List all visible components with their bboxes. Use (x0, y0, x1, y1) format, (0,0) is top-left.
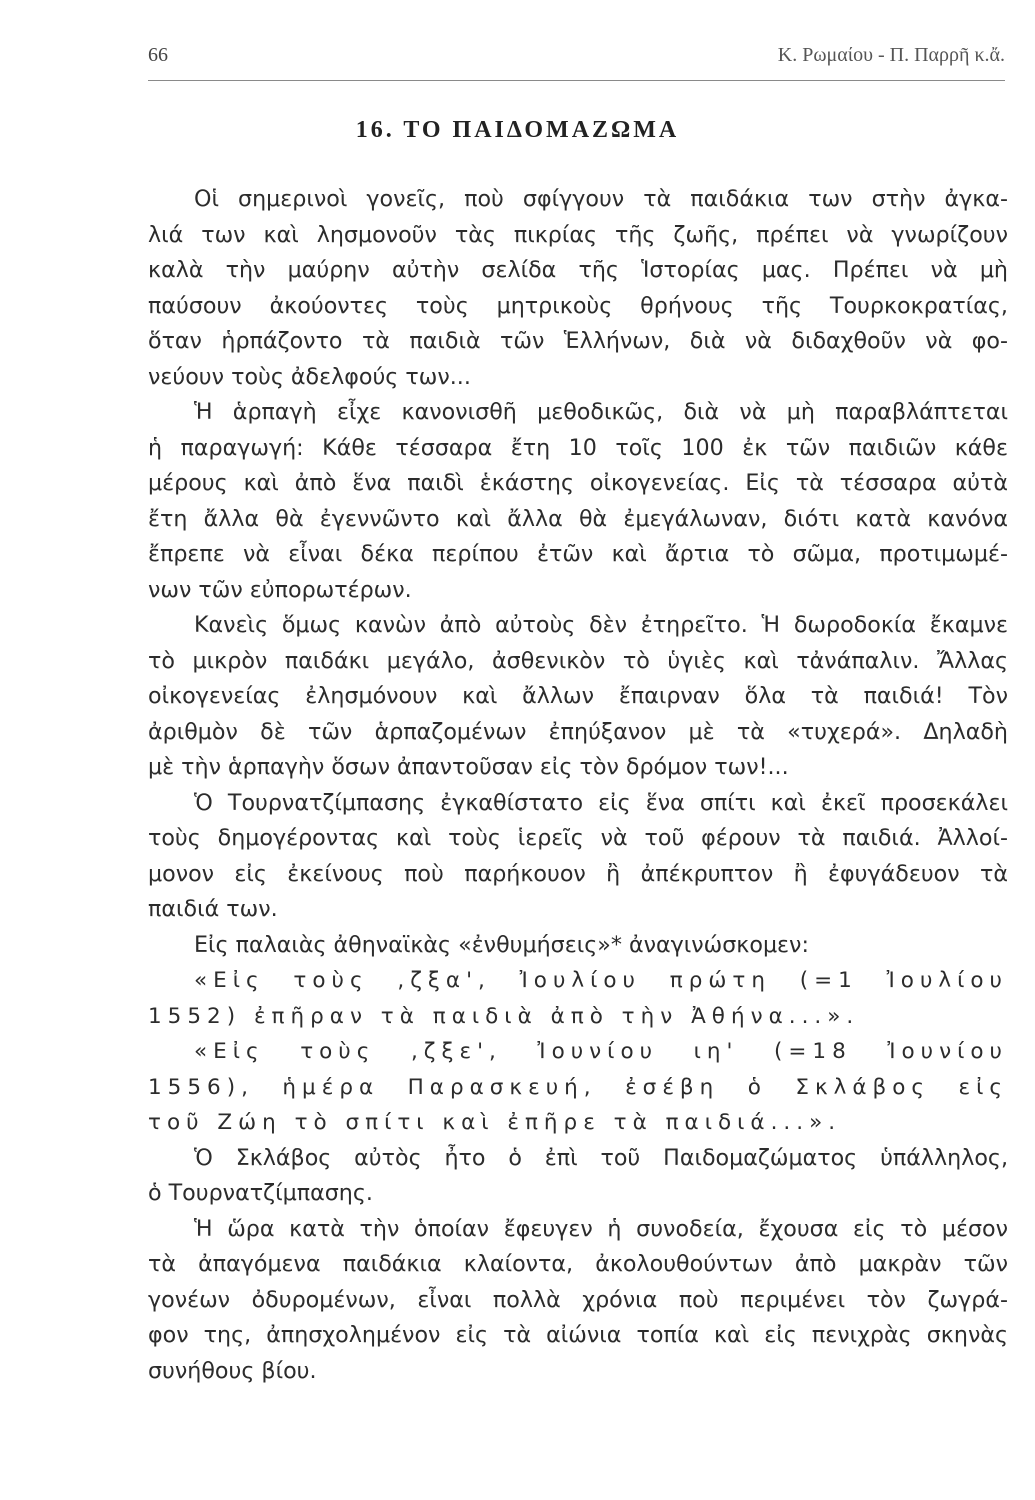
text-line: καλὰ τὴν μαύρην αὐτὴν σελίδα τῆς Ἱστορίας μας. Πρέπει νὰ μὴ (148, 257, 1008, 283)
text-line: φον της, ἀπησχολημένον εἰς τὰ αἰώνια τοπία καὶ εἰς πενιχρὰς σκηνὰς (148, 1322, 1008, 1348)
text-line: μέρους καὶ ἀπὸ ἕνα παιδὶ ἑκάστης οἰκογενείας. Εἰς τὰ τέσσαρα αὐτὰ (148, 470, 1008, 496)
text-line: λιά των καὶ λησμονοῦν τὰς πικρίας τῆς ζωῆς, πρέπει νὰ γνωρίζουν (148, 221, 1008, 248)
text-line: τὰ ἀπαγόμενα παιδάκια κλαίοντα, ἀκολουθούντων ἀπὸ μακρὰν τῶν (148, 1251, 1008, 1277)
text-line: γονέων ὀδυρομένων, εἶναι πολλὰ χρόνια ποὺ περιμένει τὸν ζωγρά- (148, 1286, 1008, 1313)
quote-line: 1556), ἡμέρα Παρασκευή, ἐσέβη ὁ Σκλάβος εἰς (148, 1074, 1008, 1100)
text-line: ἔτη ἄλλα θὰ ἐγεννῶντο καὶ ἄλλα θὰ ἐμεγάλωναν, διότι κατὰ κανόνα (148, 505, 1008, 532)
text-line: νεύουν τοὺς ἀδελφούς των... (148, 363, 471, 390)
text-line: συνήθους βίου. (148, 1357, 317, 1384)
text-line: παιδιά των. (148, 896, 278, 922)
text-line: νων τῶν εὐπορωτέρων. (148, 576, 412, 603)
quote-line: 1552) ἐπῆραν τὰ παιδιὰ ἀπὸ τὴν Ἀθήνα...». (148, 1003, 860, 1029)
page-number: 66 (148, 44, 168, 66)
text-line: Κανεὶς ὅμως κανὼν ἀπὸ αὐτοὺς δὲν ἐτηρεῖτο. Ἡ δωροδοκία ἔκαμνε (194, 612, 1008, 638)
page-header (148, 44, 1005, 81)
quote-line: τοῦ Ζώη τὸ σπίτι καὶ ἐπῆρε τὰ παιδιά...». (148, 1110, 842, 1135)
text-line: ἀριθμὸν δὲ τῶν ἁρπαζομένων ἐπηύξανον μὲ τὰ «τυχερά». Δηλαδὴ (148, 718, 1008, 745)
text-line: τὸ μικρὸν παιδάκι μεγάλο, ἀσθενικὸν τὸ ὑγιὲς καὶ τἀνάπαλιν. Ἄλλας (148, 647, 1008, 674)
text-line: παύσουν ἀκούοντες τοὺς μητρικοὺς θρήνους τῆς Τουρκοκρατίας, (148, 292, 1008, 319)
text-line: Εἰς παλαιὰς ἀθηναϊκὰς «ἐνθυμήσεις»* ἀναγινώσκομεν: (194, 931, 809, 958)
text-line: Οἱ σημερινοὶ γονεῖς, ποὺ σφίγγουν τὰ παιδάκια των στὴν ἀγκα- (194, 186, 1008, 212)
text-line: μονον εἰς ἐκείνους ποὺ παρήκουον ἢ ἀπέκρυπτον ἢ ἐφυγάδευον τὰ (148, 860, 1008, 887)
text-line: ὅταν ἡρπάζοντο τὰ παιδιὰ τῶν Ἑλλήνων, διὰ νὰ διδαχθοῦν νὰ φο- (148, 328, 1008, 354)
running-title: Κ. Ρωμαίου - Π. Παρρῆ κ.ἄ. (777, 44, 1005, 66)
text-line: Ὁ Τουρνατζίμπασης ἐγκαθίστατο εἰς ἕνα σπίτι καὶ ἐκεῖ προσεκάλει (194, 789, 1008, 816)
quote-line: «Εἰς τοὺς ,ζξα', Ἰουλίου πρώτη (=1 Ἰουλίου (194, 968, 1008, 993)
text-line: Ὁ Σκλάβος αὐτὸς ἦτο ὁ ἐπὶ τοῦ Παιδομαζώματος ὑπάλληλος, (194, 1144, 1008, 1171)
chapter-title: 16. ΤΟ ΠΑΙΔΟΜΑΖΩΜΑ (355, 117, 680, 143)
text-line: τοὺς δημογέροντας καὶ τοὺς ἱερεῖς νὰ τοῦ φέρουν τὰ παιδιά. Ἀλλοί- (148, 825, 1008, 851)
text-line: ὁ Τουρνατζίμπασης. (148, 1180, 373, 1206)
text-line: ἔπρεπε νὰ εἶναι δέκα περίπου ἐτῶν καὶ ἄρτια τὸ σῶμα, προτιμωμέ- (148, 541, 1008, 567)
text-line: Ἡ ὥρα κατὰ τὴν ὁποίαν ἔφευγεν ἡ συνοδεία, ἔχουσα εἰς τὸ μέσον (194, 1215, 1008, 1242)
text-line: οἰκογενείας ἐλησμόνουν καὶ ἄλλων ἔπαιρναν ὅλα τὰ παιδιά! Τὸν (148, 683, 1008, 709)
quote-line: «Εἰς τοὺς ,ζξε', Ἰουνίου ιη' (=18 Ἰουνίου (194, 1039, 1008, 1064)
text-line: μὲ τὴν ἁρπαγὴν ὅσων ἀπαντοῦσαν εἰς τὸν δρόμον των!... (148, 754, 789, 780)
text-line: ἡ παραγωγή: Κάθε τέσσαρα ἔτη 10 τοῖς 100 ἐκ τῶν παιδιῶν κάθε (148, 434, 1008, 461)
body-text (148, 182, 1008, 1389)
text-line: Ἡ ἁρπαγὴ εἶχε κανονισθῆ μεθοδικῶς, διὰ νὰ μὴ παραβλάπτεται (194, 399, 1008, 425)
